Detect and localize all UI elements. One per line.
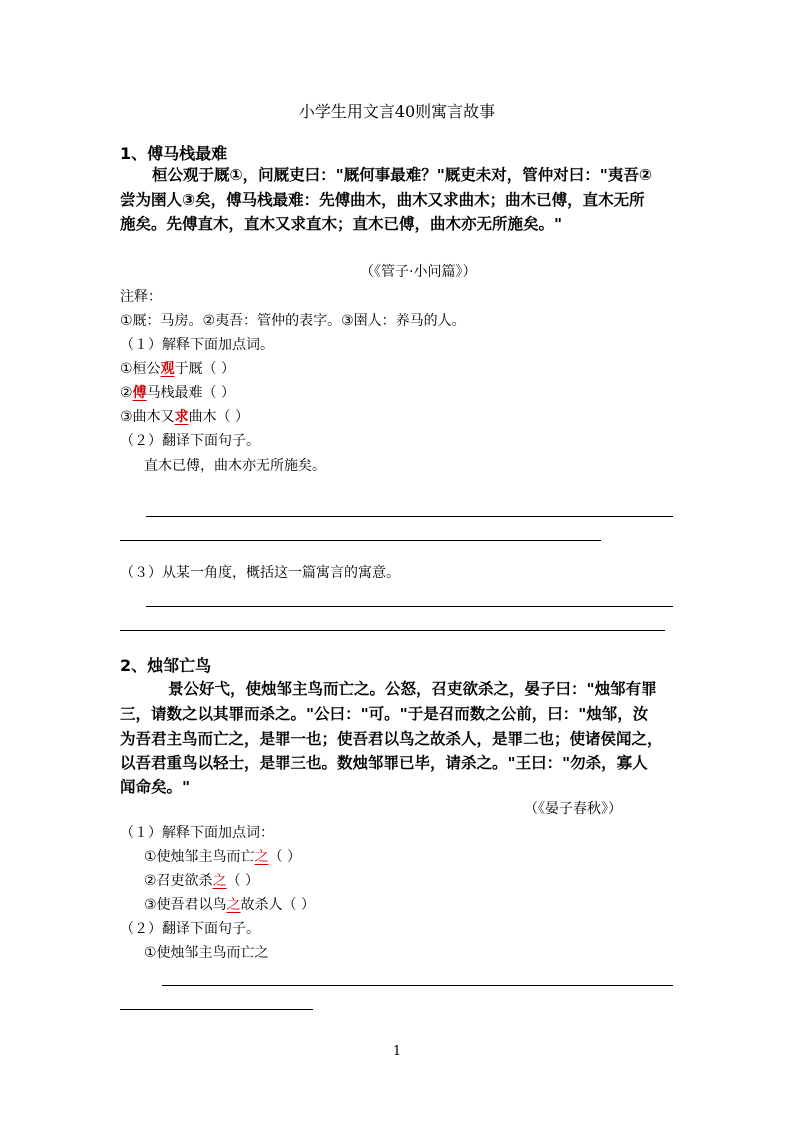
- section-1-text-line-2: 尝为圉人③矣，傅马栈最难：先傅曲木，曲木又求曲木；曲木已傅，直木无所: [120, 191, 645, 209]
- section-2-question-1a: [144, 850, 301, 864]
- s2-q1b-highlight-word: 之: [212, 873, 227, 889]
- answer-line[interactable]: [120, 630, 665, 631]
- section-1-question-2-sentence: 直木已傅，曲木亦无所施矣。: [144, 458, 326, 474]
- section-2-text-line-1: 景公好弋，使烛邹主鸟而亡之。公怒，召吏欲杀之，晏子曰："烛邹有罪: [168, 680, 657, 698]
- q1a-pre: ①桓公: [120, 361, 161, 377]
- q1a-post: 于厩（ ）: [174, 361, 236, 377]
- section-2-question-2: （２）翻译下面句子。: [120, 921, 260, 937]
- s2-q1c-highlight-word: 之: [226, 897, 241, 913]
- section-1-text-line-1: 桓公观于厩①，问厩吏曰："厩何事最难？"厩吏未对，管仲对曰："夷吾②: [152, 166, 652, 184]
- section-2-question-2-sentence: ①使烛邹主鸟而亡之: [144, 945, 269, 961]
- q1b-post: 马栈最难（ ）: [146, 385, 236, 401]
- section-1-heading: 1、傅马栈最难: [120, 144, 228, 163]
- q1a-highlight-word: 观: [160, 361, 175, 377]
- answer-line[interactable]: [120, 1009, 313, 1010]
- section-2-text-line-4: 以吾君重鸟以轻士，是罪三也。数烛邹罪已毕，请杀之。"王曰："勿杀，寡人: [120, 754, 648, 772]
- q1c-highlight-word: 求: [174, 409, 189, 425]
- s2-q1b-post: （ ）: [226, 873, 260, 889]
- s2-q1c-post: 故杀人（ ）: [240, 897, 316, 913]
- section-1-source: （《管子·小问篇》）: [360, 264, 477, 280]
- s2-q1a-pre: ①使烛邹主鸟而亡: [144, 849, 255, 865]
- answer-line[interactable]: [162, 985, 673, 986]
- q1b-highlight-word: 傅: [132, 385, 147, 401]
- answer-line[interactable]: [146, 606, 673, 607]
- section-1-text-line-3: 施矣。先傅直木，直木又求直木；直木已傅，曲木亦无所施矣。": [120, 215, 563, 233]
- q1c-post: 曲木（ ）: [188, 409, 250, 425]
- s2-q1a-highlight-word: 之: [254, 849, 269, 865]
- q1b-pre: ②: [120, 385, 133, 401]
- section-1-question-1c: [120, 410, 249, 424]
- section-2-source: （《晏子春秋》）: [524, 801, 622, 817]
- s2-q1a-post: （ ）: [268, 849, 302, 865]
- s2-q1b-pre: ②召吏欲杀: [144, 873, 213, 889]
- document-title: 小学生用文言40则寓言故事: [298, 102, 496, 121]
- page-number: 1: [392, 1044, 402, 1059]
- s2-q1c-pre: ③使吾君以鸟: [144, 897, 227, 913]
- section-1-question-3: （３）从某一角度，概括这一篇寓言的寓意。: [120, 565, 400, 581]
- section-1-question-1a: [120, 362, 235, 376]
- answer-line[interactable]: [120, 540, 601, 541]
- section-1-notes-label: 注释：: [120, 289, 162, 305]
- section-1-question-1b: [120, 386, 235, 400]
- section-2-text-line-5: 闻命矣。": [120, 778, 191, 796]
- section-2-heading: 2、烛邹亡鸟: [120, 656, 212, 675]
- section-1-question-1: （１）解释下面加点词。: [120, 337, 274, 353]
- section-2-question-1b: [144, 874, 259, 888]
- section-2-text-line-2: 三，请数之以其罪而杀之。"公曰："可。"于是召而数之公前，曰："烛邹，汝: [120, 705, 649, 723]
- section-1-question-2: （２）翻译下面句子。: [120, 433, 260, 449]
- section-2-text-line-3: 为吾君主鸟而亡之，是罪一也；使吾君以鸟之故杀人，是罪二也；使诸侯闻之，: [120, 730, 663, 748]
- section-2-question-1: （１）解释下面加点词：: [120, 825, 274, 841]
- section-1-notes: ①厩：马房。②夷吾：管仲的表字。③圉人：养马的人。: [120, 313, 466, 329]
- answer-line[interactable]: [146, 516, 673, 517]
- q1c-pre: ③曲木又: [120, 409, 175, 425]
- section-2-question-1c: [144, 898, 315, 912]
